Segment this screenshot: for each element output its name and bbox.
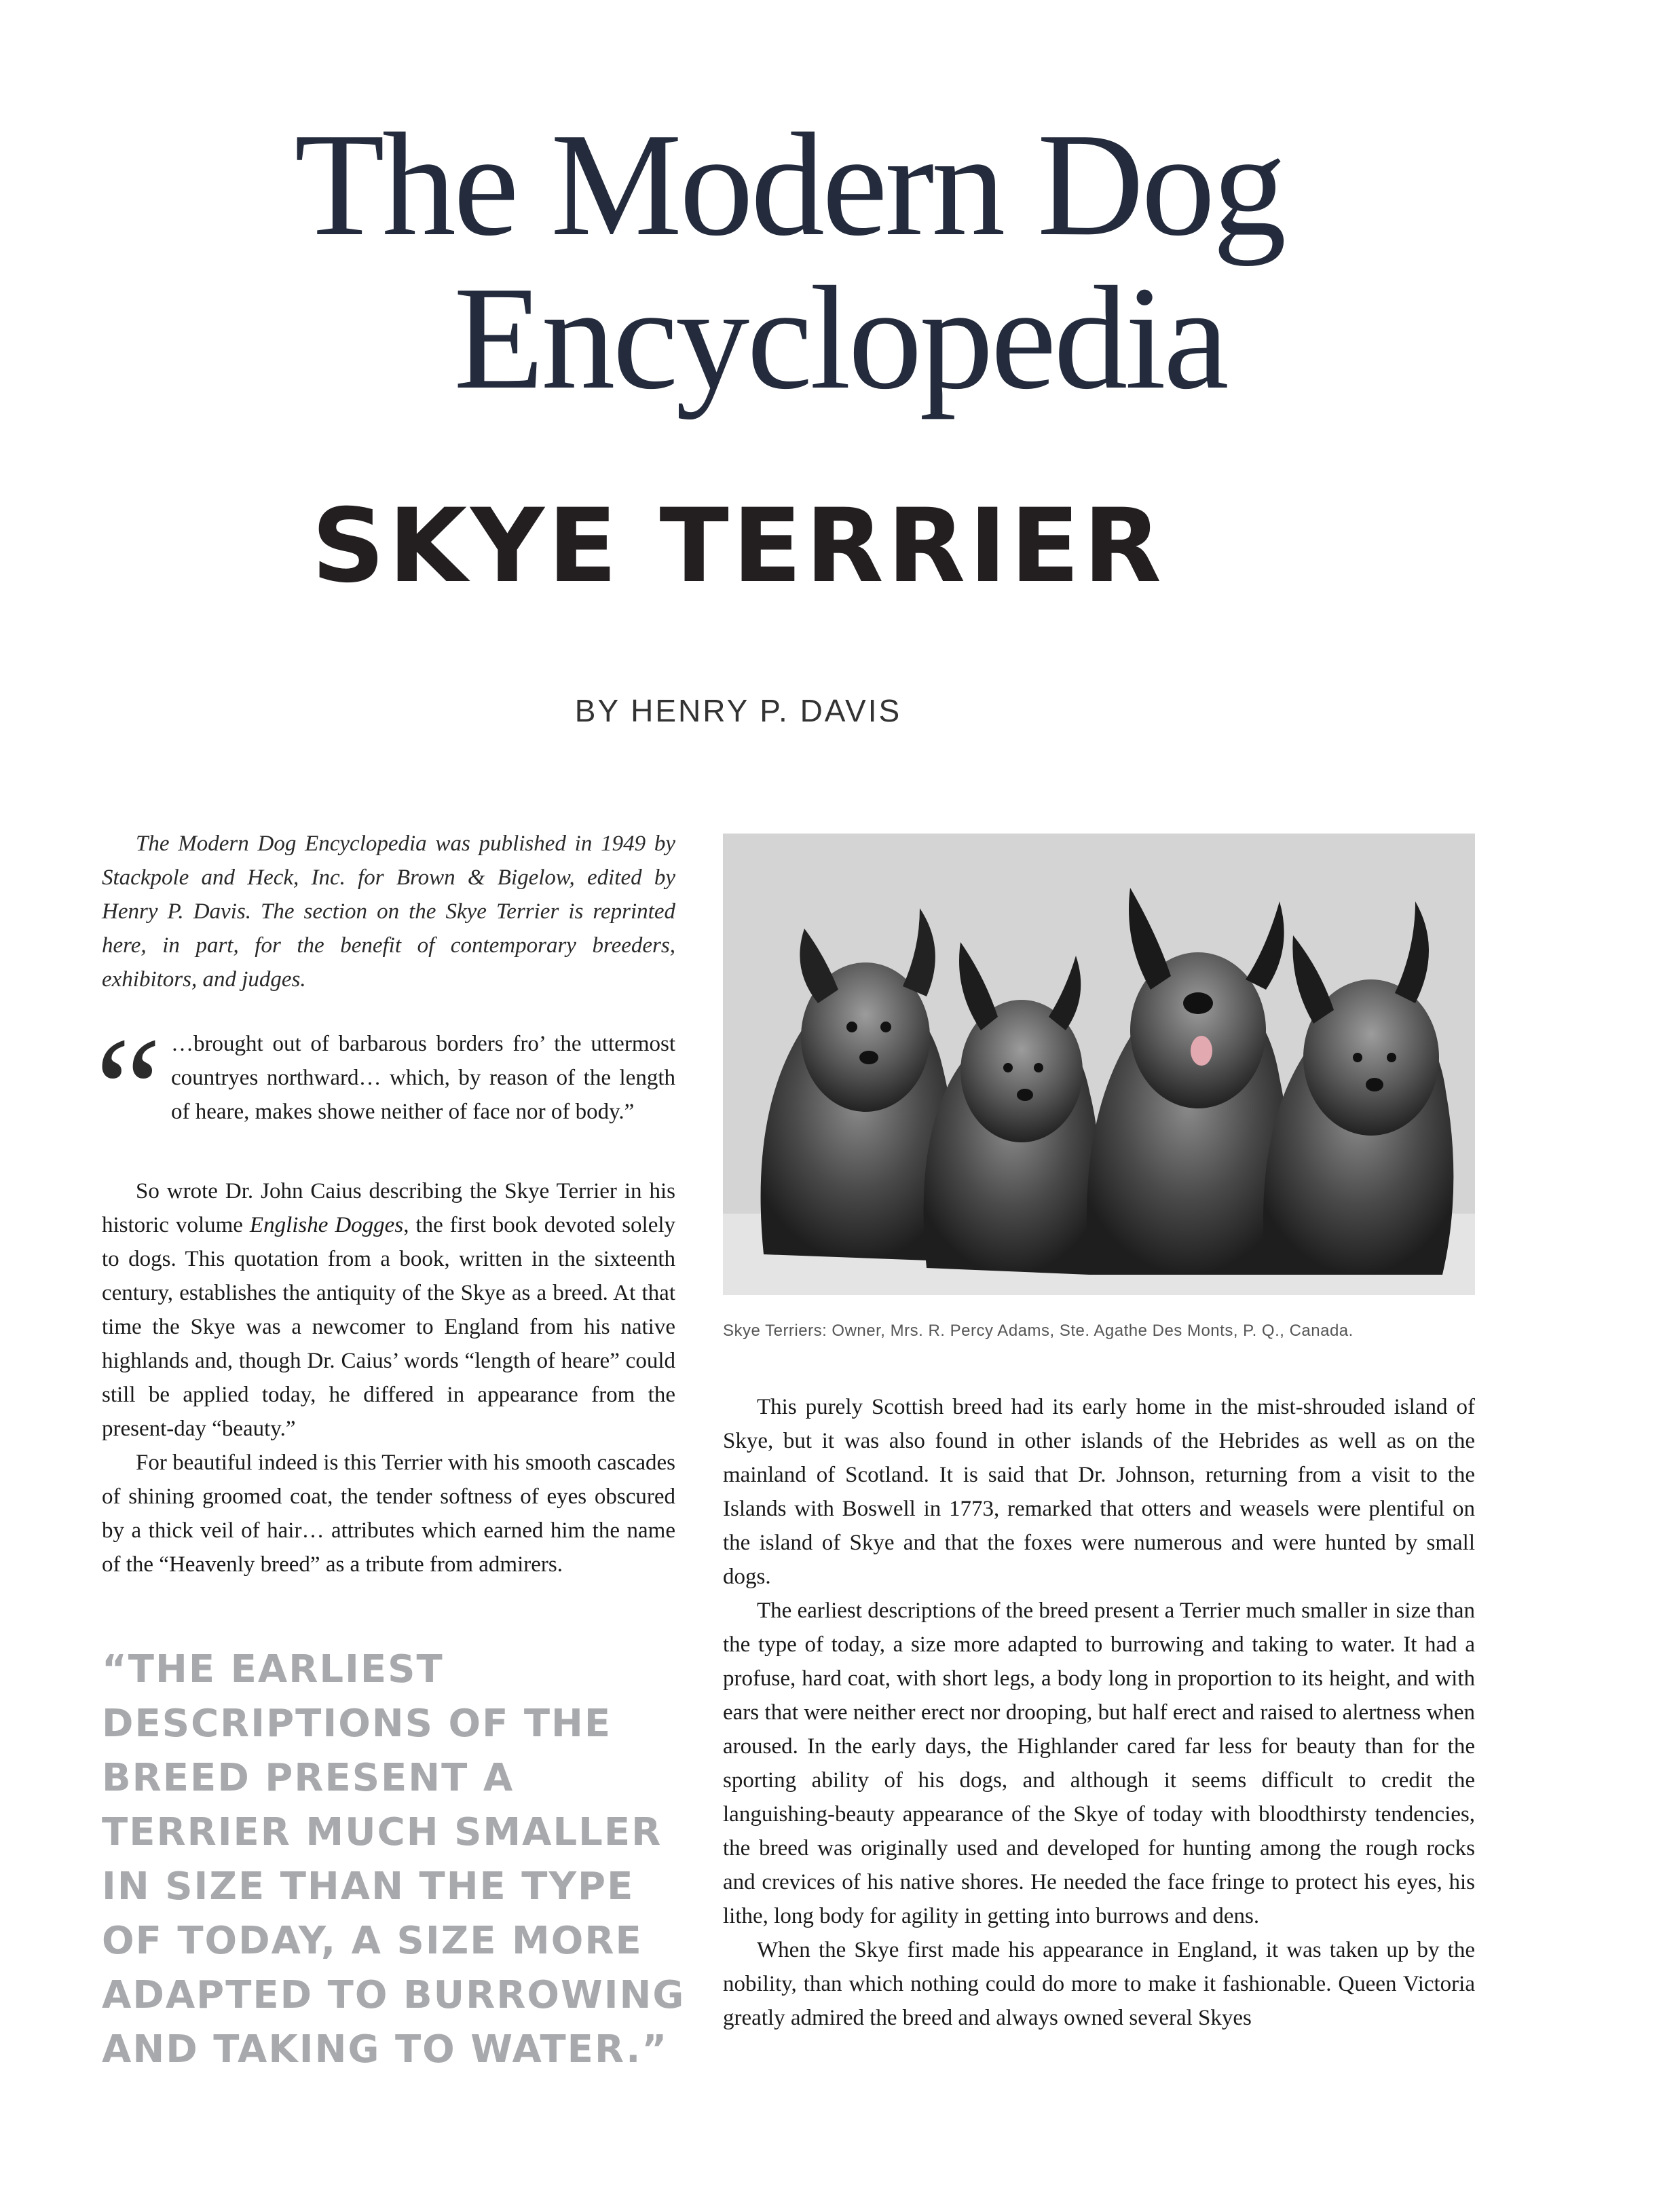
intro-note: The Modern Dog Encyclopedia was published in 1949 by Stackpole and Heck, Inc. for Brown & Bigelow, edited by Henry P. Davis. The section on the Skye Terrier is reprinted here, in part, for the benefit of contemporary breeders, exhibitors, and judges. [102, 831, 675, 992]
right-paragraph-1: This purely Scottish breed had its early home in the mist-shrouded island of Skye, but it was also found in other islands of the Hebrides as well as on the mainland of Scotland. It is said that Dr. Johnson, returning from a visit to the Islands with Boswell in 1773, remarked that otters and weasels were plentiful on the island of Skye and that the foxes were numerous and were hunted by small dogs. [723, 1395, 1475, 1589]
article-title: SKYE TERRIER [311, 487, 1165, 605]
photo-caption: Skye Terriers: Owner, Mrs. R. Percy Adams, Ste. Agathe Des Monts, P. Q., Canada. [723, 1322, 1354, 1340]
open-quote-mark: “ [95, 1007, 162, 1172]
left-paragraph-1-start: So wrote Dr. John Caius describing the Skye Terrier in his historic volume [102, 1179, 675, 1237]
right-paragraph-3: When the Skye first made his appearance in England, it was taken up by the nobility, than which nothing could do more to make it fashionable. Queen Victoria greatly admired the breed and always owned several Skyes [723, 1938, 1475, 2030]
left-paragraph-2: For beautiful indeed is this Terrier with his smooth cascades of shining groomed coat, the tender softness of eyes obscured by a thick veil of hair… attributes which earned him the name of the “Heavenly breed” as a tribute from admirers. [102, 1451, 675, 1577]
masthead-title [0, 103, 1680, 420]
right-column-body [723, 1390, 1475, 2035]
dogs-illustration [723, 834, 1475, 1295]
right-paragraph-2: The earliest descriptions of the breed present a Terrier much smaller in size than the type of today, a size more adapted to burrowing and taking to water. It had a profuse, hard coat, with short legs, a body long in proportion to its height, and with ears that were neither erect nor drooping, but half erect and raised to alertness when aroused. In the early days, the Highlander cared far less for beauty than for the sporting ability of his dogs, and although it seems difficult to credit the languishing-beauty appearance of the Skye of today with bloodthirsty tendencies, the breed was originally used and developed for hunting among the rough rocks and crevices of his native shores. He needed the face fringe to protect his eyes, his lithe, long body for agility in getting into burrows and dens. [723, 1598, 1475, 1928]
masthead-line-2: Encyclopedia [453, 257, 1227, 420]
pull-quote: “THE EARLIEST DESCRIPTIONS OF THE BREED PRESENT A TERRIER MUCH SMALLER IN SIZE THAN THE TYPE OF TODAY, A SIZE MORE ADAPTED TO BURROWING AND TAKING TO WATER.” [102, 1647, 686, 2072]
book-title: Englishe Dogges [249, 1213, 404, 1237]
left-column-body [102, 1174, 675, 1582]
masthead-line-1: The Modern Dog [294, 103, 1284, 267]
skye-terriers-photo [723, 834, 1475, 1295]
opening-quote: …brought out of barbarous borders fro’ the uttermost countryes northward… which, by reason of the length of heare, makes showe neither of face nor of body.” [171, 1032, 675, 1124]
left-paragraph-1 [102, 1174, 675, 1446]
byline: BY HENRY P. DAVIS [574, 693, 902, 728]
left-paragraph-1-end: , the first book devoted solely to dogs. This quotation from a book, written in the sixteenth century, establishes the antiquity of the Skye as a breed. At that time the Skye was a newcomer to England from his native highlands and, though Dr. Caius’ words “length of heare” could still be applied today, he differed in appearance from the present-day “beauty.” [102, 1213, 676, 1441]
